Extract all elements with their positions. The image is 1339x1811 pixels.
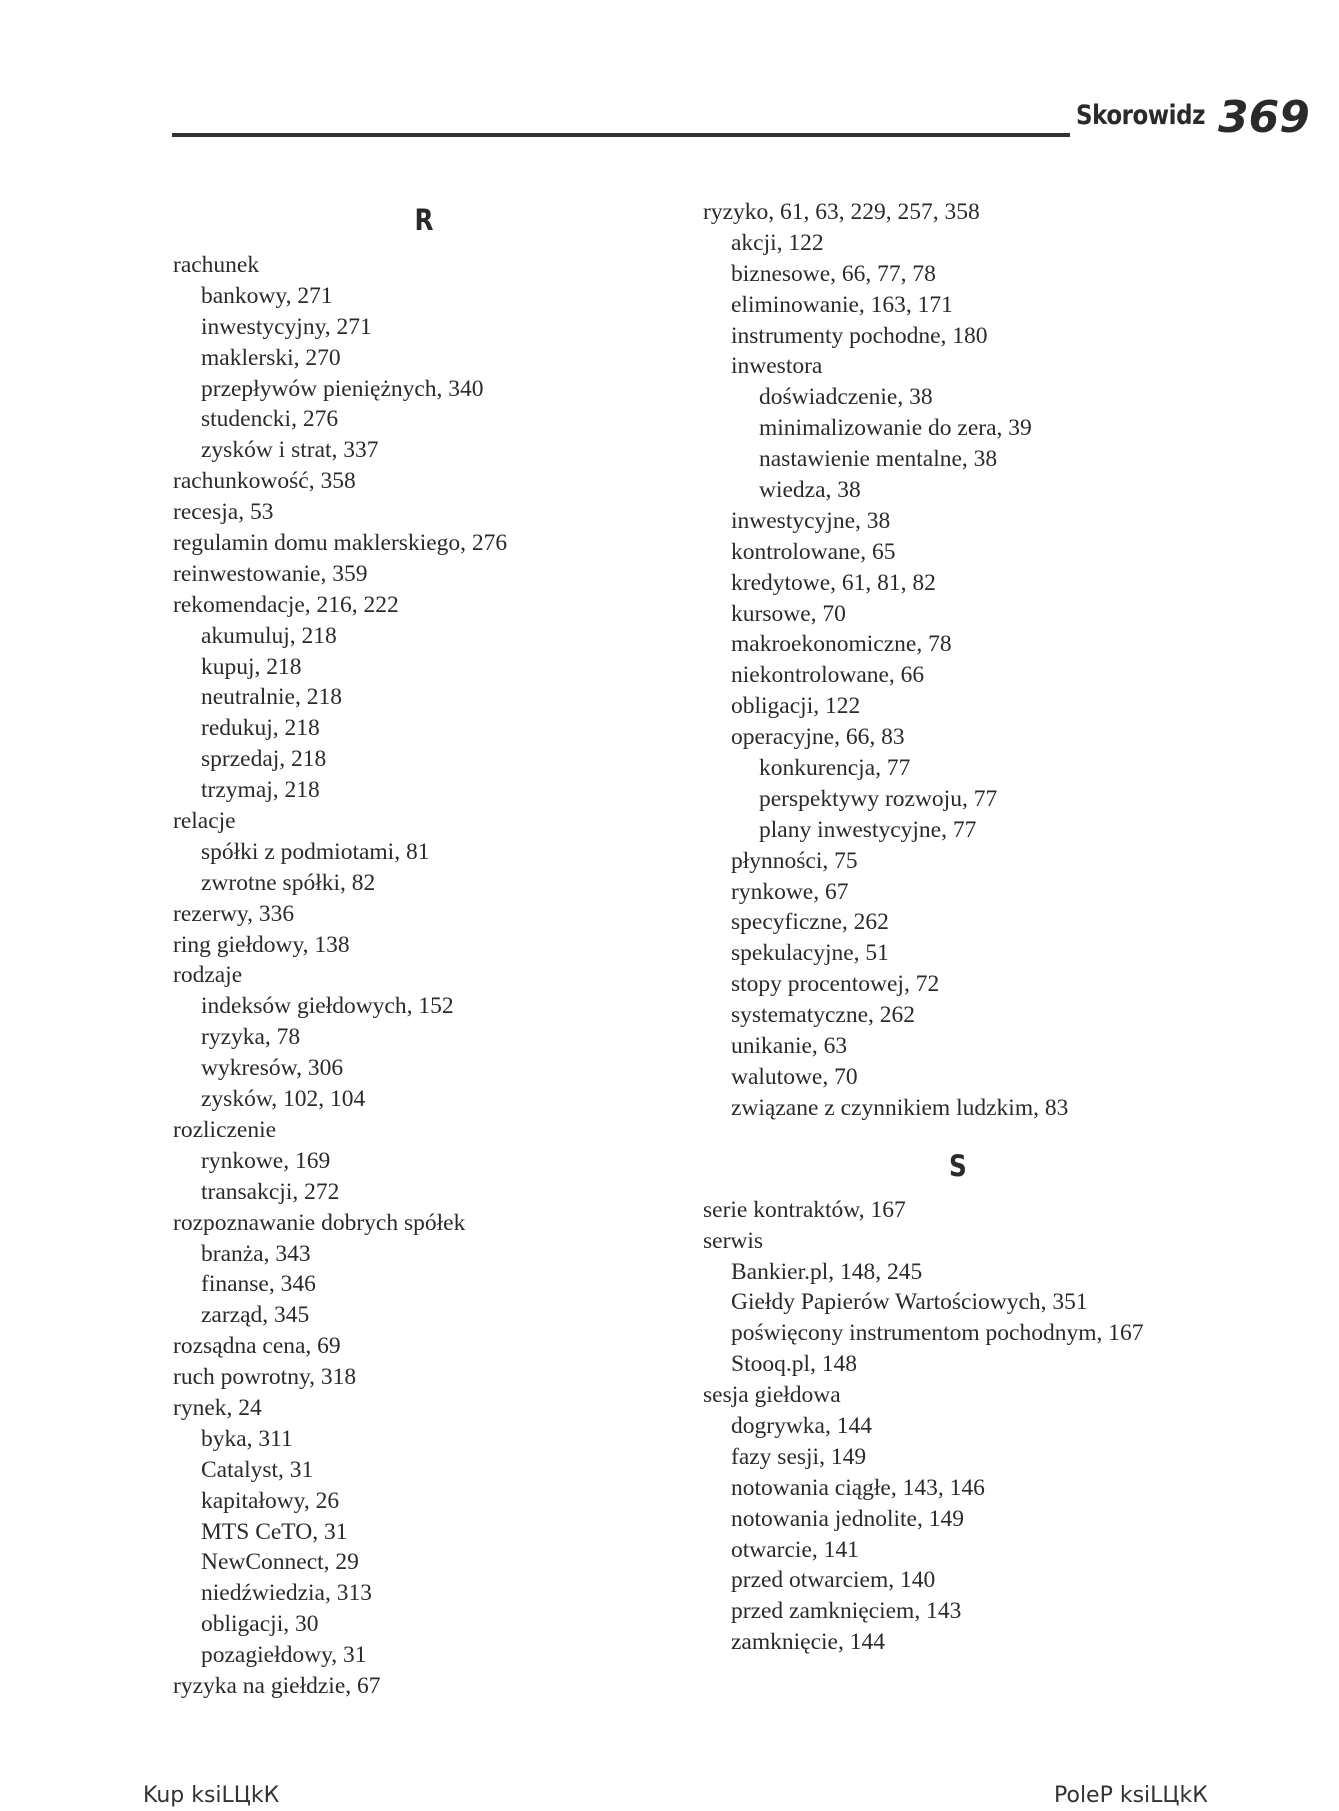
index-entry: kapitałowy, 26 bbox=[201, 1487, 340, 1514]
index-entry: akcji, 122 bbox=[731, 229, 824, 256]
index-entry: sprzedaj, 218 bbox=[201, 746, 327, 773]
index-entry: finanse, 346 bbox=[201, 1271, 316, 1298]
index-entry: operacyjne, 66, 83 bbox=[731, 724, 905, 751]
index-entry: związane z czynnikiem ludzkim, 83 bbox=[731, 1094, 1069, 1121]
index-entry: MTS CeTO, 31 bbox=[201, 1518, 348, 1545]
index-column-right bbox=[703, 197, 1263, 1658]
index-entry: stopy procentowej, 72 bbox=[731, 971, 940, 998]
index-entry: akumuluj, 218 bbox=[201, 622, 337, 649]
index-entry: kursowe, 70 bbox=[731, 600, 846, 627]
index-entry: regulamin domu maklerskiego, 276 bbox=[173, 530, 508, 557]
index-entry: nastawienie mentalne, 38 bbox=[759, 446, 998, 473]
index-entry: neutralnie, 218 bbox=[201, 684, 342, 711]
index-entry: ring giełdowy, 138 bbox=[173, 931, 350, 958]
index-entry: walutowe, 70 bbox=[731, 1063, 858, 1090]
index-entry: dogrywka, 144 bbox=[731, 1412, 872, 1439]
index-entry: obligacji, 30 bbox=[201, 1611, 319, 1638]
section-letter-r: R bbox=[414, 203, 434, 237]
index-entry: rezerwy, 336 bbox=[173, 900, 295, 927]
index-entry: przepływów pieniężnych, 340 bbox=[201, 375, 484, 402]
index-entry: ryzyka, 78 bbox=[201, 1024, 301, 1051]
index-entry: relacje bbox=[173, 808, 236, 835]
index-entry: spekulacyjne, 51 bbox=[731, 940, 889, 967]
index-entry: indeksów giełdowych, 152 bbox=[201, 993, 454, 1020]
index-entry: systematyczne, 262 bbox=[731, 1002, 916, 1029]
index-entry: Stooq.pl, 148 bbox=[731, 1351, 858, 1378]
index-entry: Bankier.pl, 148, 245 bbox=[731, 1258, 923, 1285]
index-entry: ryzyka na giełdzie, 67 bbox=[173, 1672, 381, 1699]
index-entry: przed zamknięciem, 143 bbox=[731, 1598, 962, 1625]
index-entry: sesja giełdowa bbox=[703, 1382, 841, 1409]
index-entry: rachunkowość, 358 bbox=[173, 468, 356, 495]
index-entry: notowania jednolite, 149 bbox=[731, 1505, 964, 1532]
index-entry: Giełdy Papierów Wartościowych, 351 bbox=[731, 1289, 1088, 1316]
index-entry: ryzyko, 61, 63, 229, 257, 358 bbox=[703, 199, 980, 225]
index-entries-s bbox=[703, 1195, 1263, 1658]
index-entry: rynkowe, 67 bbox=[731, 878, 849, 905]
index-entry: wykresów, 306 bbox=[201, 1055, 344, 1082]
running-header-title: Skorowidz bbox=[1076, 100, 1206, 131]
index-entry: NewConnect, 29 bbox=[201, 1549, 359, 1576]
index-entry: makroekonomiczne, 78 bbox=[731, 631, 952, 658]
index-entry: zamknięcie, 144 bbox=[731, 1629, 885, 1656]
index-entry: kredytowe, 61, 81, 82 bbox=[731, 569, 936, 596]
index-entry: doświadczenie, 38 bbox=[759, 384, 933, 411]
index-entry: specyficzne, 262 bbox=[731, 909, 889, 936]
index-entry: wiedza, 38 bbox=[759, 477, 861, 504]
index-entry: recesja, 53 bbox=[173, 499, 274, 526]
index-entry: fazy sesji, 149 bbox=[731, 1443, 867, 1470]
index-entry: rozpoznawanie dobrych spółek bbox=[173, 1209, 466, 1236]
index-entry: inwestycyjny, 271 bbox=[201, 313, 372, 340]
index-entry: transakcji, 272 bbox=[201, 1178, 340, 1205]
footer-recommend-book-link[interactable]: PoleP ksiLЦkК bbox=[1054, 1783, 1208, 1808]
index-entry: minimalizowanie do zera, 39 bbox=[759, 415, 1032, 442]
index-entry: eliminowanie, 163, 171 bbox=[731, 291, 953, 318]
index-entry: otwarcie, 141 bbox=[731, 1536, 859, 1563]
index-entry: poświęcony instrumentom pochodnym, 167 bbox=[731, 1320, 1144, 1347]
index-entry: kontrolowane, 65 bbox=[731, 538, 896, 565]
index-entry: unikanie, 63 bbox=[731, 1033, 848, 1060]
section-letter-s: S bbox=[949, 1148, 967, 1183]
index-entry: konkurencja, 77 bbox=[759, 755, 911, 782]
index-entry: zysków, 102, 104 bbox=[201, 1086, 366, 1113]
index-entry: rodzaje bbox=[173, 962, 243, 989]
index-entry: inwestora bbox=[731, 353, 823, 380]
index-entry: spółki z podmiotami, 81 bbox=[201, 838, 430, 865]
index-entry: maklerski, 270 bbox=[201, 344, 341, 371]
index-entry: perspektywy rozwoju, 77 bbox=[759, 785, 998, 812]
index-entry: rozsądna cena, 69 bbox=[173, 1333, 341, 1360]
index-entry: zwrotne spółki, 82 bbox=[201, 869, 376, 896]
index-entry: zysków i strat, 337 bbox=[201, 437, 379, 464]
index-entry: płynności, 75 bbox=[731, 847, 858, 874]
footer-buy-book-link[interactable]: Kup ksiLЦkК bbox=[143, 1783, 280, 1808]
index-entry: notowania ciągłe, 143, 146 bbox=[731, 1474, 985, 1501]
index-entry: plany inwestycyjne, 77 bbox=[759, 816, 977, 843]
index-entry: instrumenty pochodne, 180 bbox=[731, 322, 988, 349]
index-entry: byka, 311 bbox=[201, 1425, 293, 1452]
index-entry: rekomendacje, 216, 222 bbox=[173, 591, 399, 618]
index-entry: biznesowe, 66, 77, 78 bbox=[731, 260, 936, 287]
index-entry: trzymaj, 218 bbox=[201, 777, 320, 804]
index-entry: branża, 343 bbox=[201, 1240, 311, 1267]
index-entry: rynkowe, 169 bbox=[201, 1147, 331, 1174]
header-rule bbox=[172, 133, 1070, 137]
index-entry: pozagiełdowy, 31 bbox=[201, 1642, 367, 1669]
index-entry: inwestycyjne, 38 bbox=[731, 507, 891, 534]
index-entry: rozliczenie bbox=[173, 1116, 277, 1143]
page-number: 369 bbox=[1218, 92, 1310, 143]
index-entries-r bbox=[173, 250, 673, 1702]
index-column-left bbox=[173, 197, 673, 1702]
index-entry: rynek, 24 bbox=[173, 1394, 262, 1421]
index-entry: kupuj, 218 bbox=[201, 653, 302, 680]
index-entry: studencki, 276 bbox=[201, 406, 339, 433]
index-entry: przed otwarciem, 140 bbox=[731, 1567, 936, 1594]
index-entry: obligacji, 122 bbox=[731, 693, 861, 720]
index-entry: niekontrolowane, 66 bbox=[731, 662, 925, 689]
index-entry: ruch powrotny, 318 bbox=[173, 1364, 357, 1391]
index-entry: Catalyst, 31 bbox=[201, 1456, 314, 1483]
index-entry: redukuj, 218 bbox=[201, 715, 320, 742]
index-entry: reinwestowanie, 359 bbox=[173, 560, 368, 587]
index-entry: serie kontraktów, 167 bbox=[703, 1196, 906, 1223]
index-entry: rachunek bbox=[173, 252, 260, 278]
index-entry: zarząd, 345 bbox=[201, 1302, 310, 1329]
index-entry: bankowy, 271 bbox=[201, 282, 333, 309]
index-entries-r-continued bbox=[703, 197, 1263, 1124]
index-entry: serwis bbox=[703, 1227, 764, 1254]
index-entry: niedźwiedzia, 313 bbox=[201, 1580, 372, 1607]
